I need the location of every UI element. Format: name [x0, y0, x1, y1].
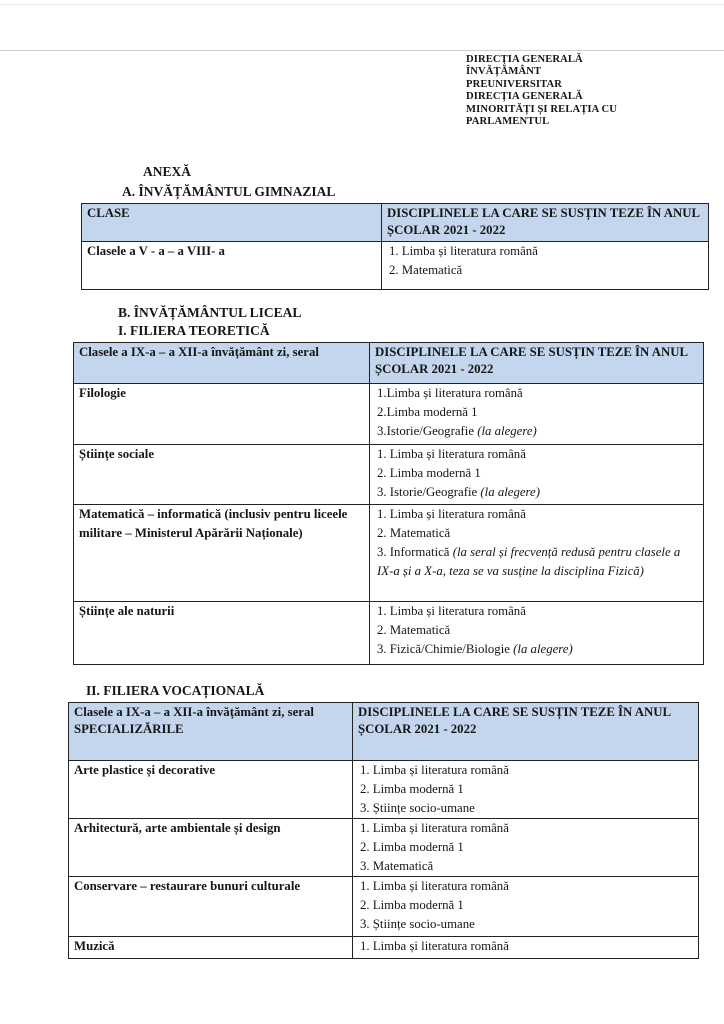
subjects-cell [370, 602, 704, 665]
subjects-cell [382, 242, 709, 290]
column-header-clase: CLASE [82, 204, 382, 242]
subject-item [377, 422, 698, 441]
column-header-discipline: DISCIPLINELE LA CARE SE SUSȚIN TEZE ÎN ANUL ȘCOLAR 2021 - 2022 [370, 343, 704, 384]
header-line: DIRECȚIA GENERALĂ [466, 54, 583, 65]
section-a-title: A. ÎNVĂȚĂMÂNTUL GIMNAZIAL [122, 184, 336, 199]
filiera-vocationala-title: II. FILIERA VOCAȚIONALĂ [86, 683, 265, 698]
subjects-cell [353, 877, 699, 937]
row-label: Clasele a V - a – a VIII- a [82, 242, 382, 290]
subject-item [377, 483, 698, 502]
subject-item [377, 543, 698, 581]
row-label-stiinte-naturii: Științe ale naturii [74, 602, 370, 665]
subject-name: 3.Istorie/Geografie [377, 424, 475, 438]
row-label-stiinte-sociale: Științe sociale [74, 445, 370, 505]
institution-header [466, 54, 716, 128]
subject-item: 2. Limba modernă 1 [360, 840, 464, 854]
header-line: ÎNVĂȚĂMÂNT [466, 66, 542, 78]
header-line: MINORITĂȚI ȘI RELAȚIA CU [466, 103, 618, 115]
row-label-mate-info: Matematică – informatică (inclusiv pentru liceele militare – Ministerul Apărării Naționale) [74, 505, 370, 602]
subjects-cell [370, 445, 704, 505]
subject-item: 1. Limba și literatura română [360, 939, 509, 953]
subject-note: (la alegere) [477, 424, 537, 438]
row-label-conservare: Conservare – restaurare bunuri culturale [69, 877, 353, 937]
row-label-arte-plastice: Arte plastice și decorative [69, 761, 353, 819]
subject-item: 2. Matematică [377, 526, 451, 540]
subjects-cell [353, 819, 699, 877]
subject-item: 3. Matematică [360, 859, 434, 873]
column-header-discipline: DISCIPLINELE LA CARE SE SUSȚIN TEZE ÎN ANUL ȘCOLAR 2021 - 2022 [382, 204, 709, 242]
table-gimnazial [81, 203, 709, 290]
subject-name: 3. Informatică [377, 545, 450, 559]
column-header-clase: Clasele a IX-a – a XII-a învățământ zi, seral [74, 343, 370, 384]
subject-item: 1.Limba și literatura română [377, 386, 523, 400]
subject-name: 3. Fizică/Chimie/Biologie [377, 642, 510, 656]
row-label-arhitectura: Arhitectură, arte ambientale și design [69, 819, 353, 877]
header-line: DIRECȚIA GENERALĂ [466, 91, 583, 103]
subject-item [377, 640, 698, 659]
section-b-title: B. ÎNVĂȚĂMÂNTUL LICEAL [118, 305, 302, 320]
subject-item: 2. Matematică [377, 623, 451, 637]
subject-item: 1. Limba și literatura română [360, 879, 509, 893]
table-filiera-teoretica [73, 342, 704, 665]
subject-name: 3. Istorie/Geografie [377, 485, 478, 499]
header-line: PREUNIVERSITAR [466, 78, 562, 90]
subject-item: 1. Limba și literatura română [377, 507, 526, 521]
subject-note: (la alegere) [513, 642, 573, 656]
scan-edge-line [0, 4, 724, 5]
subject-item: 2. Matematică [389, 263, 463, 277]
subject-item: 2. Limba modernă 1 [377, 466, 481, 480]
subjects-cell [370, 384, 704, 445]
row-label-filologie: Filologie [74, 384, 370, 445]
table-filiera-vocationala [68, 702, 699, 959]
column-header-specializari: SPECIALIZĂRILE [74, 722, 184, 736]
subject-item: 1. Limba și literatura română [377, 604, 526, 618]
subject-item: 1. Limba și literatura română [377, 447, 526, 461]
subjects-cell [370, 505, 704, 602]
subject-item: 2. Limba modernă 1 [360, 782, 464, 796]
column-header-clase-text: Clasele a IX-a – a XII-a învățământ zi, seral [74, 705, 314, 719]
column-header-clase [69, 703, 353, 761]
subject-item: 3. Științe socio-umane [360, 801, 475, 815]
header-line: PARLAMENTUL [466, 116, 550, 128]
subject-item: 1. Limba și literatura română [389, 244, 538, 258]
subjects-cell [353, 937, 699, 959]
header-rule [0, 50, 724, 51]
subject-item: 2. Limba modernă 1 [360, 898, 464, 912]
subject-note: (la seral și frecvență redusă pentru clasele a IX-a și a X-a, teza se va susține la disciplina Fizică) [377, 545, 681, 578]
subject-note: (la alegere) [480, 485, 540, 499]
annex-title: ANEXĂ [143, 164, 192, 179]
column-header-discipline: DISCIPLINELE LA CARE SE SUSȚIN TEZE ÎN ANUL ȘCOLAR 2021 - 2022 [353, 703, 699, 761]
subject-item: 1. Limba și literatura română [360, 763, 509, 777]
subject-item: 1. Limba și literatura română [360, 821, 509, 835]
filiera-teoretica-title: I. FILIERA TEORETICĂ [118, 323, 270, 338]
subjects-cell [353, 761, 699, 819]
subject-item: 2.Limba modernă 1 [377, 405, 478, 419]
row-label-muzica: Muzică [69, 937, 353, 959]
subject-item: 3. Științe socio-umane [360, 917, 475, 931]
